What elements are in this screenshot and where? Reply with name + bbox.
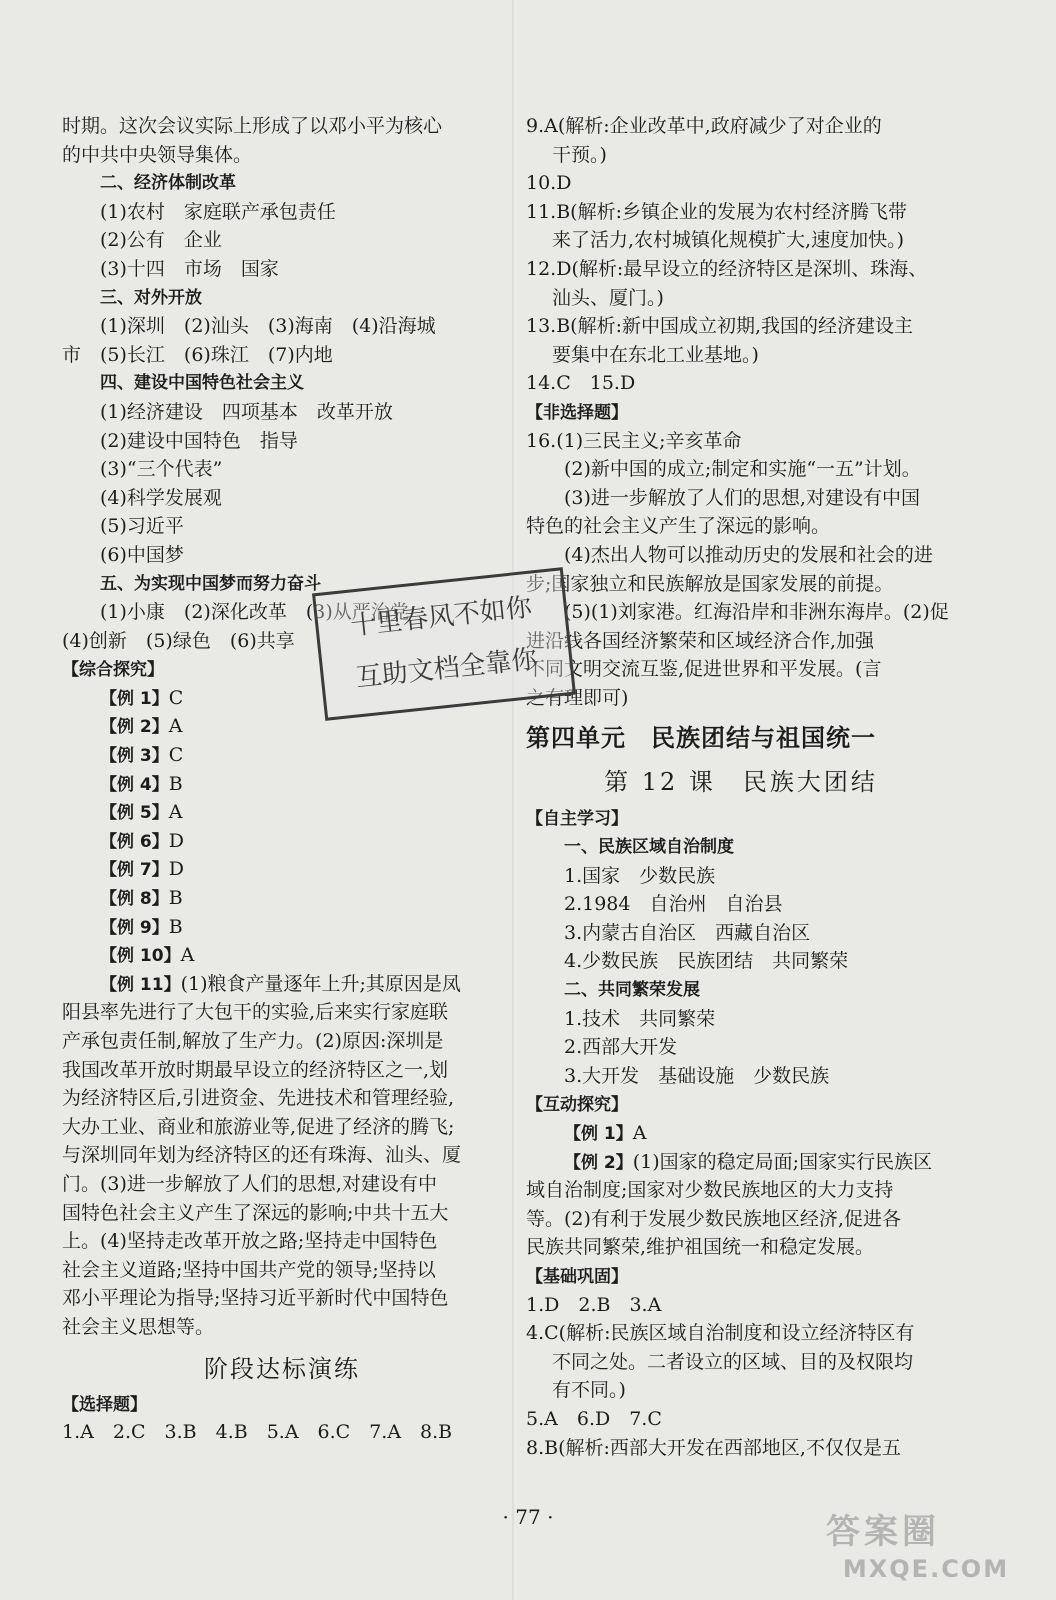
section-heading — [62, 284, 502, 313]
answer-line — [526, 919, 956, 948]
answer-line — [62, 341, 502, 370]
answer-tag: 【例 3】 — [100, 746, 169, 767]
answer-line — [526, 1176, 956, 1205]
answer-line — [62, 541, 502, 570]
line-text: 门。(3)进一步解放了人们的思想,对建设有中 — [62, 1172, 437, 1195]
answer-line — [526, 484, 956, 513]
answer-line — [526, 312, 956, 341]
answer-line — [526, 255, 956, 284]
example-answer — [526, 1119, 956, 1148]
answer-line — [526, 1005, 956, 1034]
answer-tag: 【互动探究】 — [526, 1095, 628, 1116]
answer-line — [62, 1418, 502, 1447]
line-text: 9.A(解析:企业改革中,政府减少了对企业的 — [526, 115, 882, 137]
answer-line — [526, 369, 956, 398]
line-text: 市 (5)长江 (6)珠江 (7)内地 — [62, 343, 333, 366]
line-text: (1)农村 家庭联产承包责任 — [100, 200, 336, 223]
line-text: 五、为实现中国梦而努力奋斗 — [100, 573, 321, 594]
block-label — [526, 398, 956, 427]
line-text: (3)“三个代表” — [100, 458, 223, 481]
line-text: (1)经济建设 四项基本 改革开放 — [100, 400, 393, 423]
example-answer — [62, 970, 502, 999]
line-text: D — [168, 829, 184, 852]
line-text: A — [168, 801, 183, 824]
example-answer — [62, 798, 502, 827]
example-answer — [62, 913, 502, 942]
line-text: 社会主义思想等。 — [62, 1315, 215, 1338]
line-text: (5)习近平 — [100, 515, 184, 538]
answer-tag: 【自主学习】 — [526, 809, 628, 830]
line-text: 与深圳同年划为经济特区的还有珠海、汕头、厦 — [62, 1144, 462, 1167]
answer-line — [526, 341, 956, 370]
lesson-title — [526, 760, 956, 804]
line-text: 11.B(解析:乡镇企业的发展为农村经济腾飞带 — [526, 200, 907, 223]
answer-line — [62, 255, 502, 284]
answer-tag: 【例 1】 — [564, 1124, 633, 1144]
line-text: 3.大开发 基础设施 少数民族 — [564, 1064, 830, 1087]
line-text: C — [168, 686, 184, 709]
line-text: (5)(1)刘家港。红海沿岸和非洲东海岸。(2)促 — [564, 601, 949, 624]
answer-line — [526, 226, 956, 255]
line-text: 我国改革开放时期最早设立的经济特区之一,划 — [62, 1058, 449, 1081]
answer-line — [526, 284, 956, 313]
answer-line — [526, 455, 956, 484]
answer-line — [526, 169, 956, 198]
answer-line — [526, 627, 956, 656]
answer-line — [526, 112, 956, 141]
line-text: 2.1984 自治州 自治县 — [564, 893, 783, 916]
line-text: 2.西部大开发 — [564, 1036, 678, 1059]
answer-tag: 【例 5】 — [100, 803, 169, 824]
answer-line — [526, 598, 956, 627]
example-answer — [526, 1148, 956, 1177]
answer-line — [526, 947, 956, 976]
answer-tag: 【综合探究】 — [62, 660, 164, 681]
answer-line — [62, 1141, 502, 1170]
line-text: B — [168, 915, 183, 938]
answer-line — [62, 998, 502, 1027]
site-watermark — [826, 1510, 1026, 1590]
page-fold-shadow — [512, 0, 514, 1600]
line-text: 进沿线各国经济繁荣和区域经济合作,加强 — [526, 629, 875, 652]
page-number: · 77 · — [502, 1505, 554, 1529]
answer-line — [62, 112, 502, 141]
line-text: (3)十四 市场 国家 — [100, 257, 279, 280]
unit-title — [526, 716, 956, 760]
answer-tag: 【例 6】 — [100, 831, 169, 852]
stamp-line-2: 互助文档全靠你 — [354, 644, 539, 694]
line-text: 5.A 6.D 7.C — [526, 1407, 662, 1430]
answer-line — [526, 427, 956, 456]
section-title — [62, 1348, 502, 1390]
section-heading — [62, 169, 502, 198]
answer-line — [62, 1113, 502, 1142]
line-text: 步;国家独立和民族解放是国家发展的前提。 — [526, 572, 894, 595]
answer-line — [526, 541, 956, 570]
answer-line — [526, 862, 956, 891]
watermark-logo-text: 答案圈 — [826, 1512, 940, 1552]
block-label — [526, 1262, 956, 1291]
line-text: (1)国家的稳定局面;国家实行民族区 — [632, 1150, 933, 1173]
answer-tag: 【例 7】 — [100, 860, 169, 881]
line-text: 时期。这次会议实际上形成了以邓小平为核心 — [62, 115, 443, 137]
line-text: 第四单元 民族团结与祖国统一 — [526, 724, 876, 753]
line-text: 不同之处。二者设立的区域、目的及权限均 — [552, 1350, 914, 1373]
answer-tag: 【例 11】 — [100, 974, 181, 995]
line-text: 4.C(解析:民族区域自治制度和设立经济特区有 — [526, 1322, 915, 1345]
answer-line — [62, 512, 502, 541]
line-text: 有不同。) — [552, 1379, 626, 1402]
line-text: 14.C 15.D — [526, 372, 636, 395]
answer-tag: 【例 9】 — [100, 917, 169, 938]
answer-line — [526, 1319, 956, 1348]
line-text: 不同文明交流互鉴,促进世界和平发展。(言 — [526, 658, 882, 681]
answer-tag: 【例 2】 — [564, 1152, 633, 1173]
answer-line — [62, 484, 502, 513]
line-text: A — [168, 715, 183, 738]
answer-line — [526, 1405, 956, 1434]
line-text: 4.少数民族 民族团结 共同繁荣 — [564, 950, 849, 973]
line-text: 特色的社会主义产生了深远的影响。 — [526, 515, 831, 538]
line-text: 8.B(解析:西部大开发在西部地区,不仅仅是五 — [526, 1436, 901, 1459]
line-text: (1)深圳 (2)汕头 (3)海南 (4)沿海城 — [100, 315, 436, 338]
line-text: 第 12 课 民族大团结 — [604, 768, 878, 797]
answer-line — [526, 1033, 956, 1062]
line-text: B — [168, 887, 183, 910]
line-text: D — [168, 858, 184, 881]
line-text: 产承包责任制,解放了生产力。(2)原因:深圳是 — [62, 1030, 444, 1052]
line-text: (1)小康 (2)深化改革 (3)从严治党 — [100, 601, 409, 624]
line-text: 社会主义道路;坚持中国共产党的领导;坚持以 — [62, 1258, 436, 1281]
block-label — [526, 1090, 956, 1119]
line-text: (2)公有 企业 — [100, 229, 222, 252]
answer-tag: 【例 2】 — [100, 717, 169, 738]
answer-line — [62, 1084, 502, 1113]
answer-line — [526, 1291, 956, 1320]
line-text: 16.(1)三民主义;辛亥革命 — [526, 429, 742, 452]
answer-tag: 【例 1】 — [100, 688, 169, 709]
answer-line — [526, 1434, 956, 1463]
example-answer — [62, 712, 502, 741]
example-answer — [62, 770, 502, 799]
line-text: 国特色社会主义产生了深远的影响;中共十五大 — [62, 1201, 449, 1224]
section-heading — [62, 369, 502, 398]
example-answer — [62, 884, 502, 913]
answer-line — [526, 655, 956, 684]
example-answer — [62, 741, 502, 770]
line-text: B — [168, 772, 183, 795]
section-heading — [526, 976, 956, 1005]
stamp-line-1: 十里春风不如你 — [349, 592, 534, 642]
line-text: 3.内蒙古自治区 西藏自治区 — [564, 921, 811, 944]
answer-line — [62, 427, 502, 456]
line-text: 来了活力,农村城镇化规模扩大,速度加快。) — [552, 229, 904, 252]
line-text: C — [168, 744, 184, 767]
handwritten-stamp — [312, 567, 576, 721]
example-answer — [62, 941, 502, 970]
right-column — [526, 112, 956, 1462]
block-label — [62, 1390, 502, 1419]
line-text: 二、经济体制改革 — [100, 173, 236, 194]
line-text: 大办工业、商业和旅游业等,促进了经济的腾飞; — [62, 1115, 455, 1138]
line-text: 等。(2)有利于发展少数民族地区经济,促进各 — [526, 1207, 901, 1230]
answer-line — [62, 226, 502, 255]
answer-line — [526, 1062, 956, 1091]
answer-line — [526, 570, 956, 599]
line-text: 阶段达标演练 — [204, 1354, 360, 1383]
line-text: 1.A 2.C 3.B 4.B 5.A 6.C 7.A 8.B — [62, 1421, 453, 1444]
line-text: 上。(4)坚持走改革开放之路;坚持走中国特色 — [62, 1230, 438, 1253]
answer-tag: 【例 10】 — [100, 946, 181, 967]
answer-line — [526, 1233, 956, 1262]
answer-line — [62, 312, 502, 341]
answer-line — [526, 141, 956, 170]
answer-line — [62, 1027, 502, 1056]
watermark-url: MXQE.COM — [842, 1555, 1010, 1583]
answer-line — [62, 1199, 502, 1228]
section-heading — [526, 833, 956, 862]
line-text: (3)进一步解放了人们的思想,对建设有中国 — [564, 486, 920, 509]
answer-line — [62, 1313, 502, 1342]
line-text: 汕头、厦门。) — [552, 286, 664, 309]
example-answer — [62, 827, 502, 856]
line-text: (2)建设中国特色 指导 — [100, 429, 298, 452]
line-text: 10.D — [526, 172, 572, 195]
line-text: (1)粮食产量逐年上升;其原因是凤 — [180, 972, 461, 995]
line-text: 三、对外开放 — [100, 287, 202, 308]
example-answer — [62, 855, 502, 884]
line-text: (2)新中国的成立;制定和实施“一五”计划。 — [564, 458, 921, 481]
answer-tag: 【选择题】 — [62, 1394, 147, 1415]
answer-line — [62, 1284, 502, 1313]
line-text: 为经济特区后,引进资金、先进技术和管理经验, — [62, 1087, 455, 1110]
line-text: 邓小平理论为指导;坚持习近平新时代中国特色 — [62, 1287, 449, 1310]
answer-line — [62, 198, 502, 227]
answer-line — [526, 684, 956, 713]
line-text: 的中共中央领导集体。 — [62, 143, 253, 166]
answer-line — [526, 1348, 956, 1377]
line-text: 13.B(解析:新中国成立初期,我国的经济建设主 — [526, 315, 914, 338]
answer-line — [526, 1205, 956, 1234]
line-text: (4)杰出人物可以推动历史的发展和社会的进 — [564, 543, 933, 566]
block-label — [526, 804, 956, 833]
answer-tag: 【例 4】 — [100, 774, 169, 795]
answer-line — [62, 141, 502, 170]
answer-line — [62, 455, 502, 484]
line-text: 1.D 2.B 3.A — [526, 1293, 662, 1316]
line-text: 四、建设中国特色社会主义 — [100, 373, 304, 394]
answer-line — [62, 1056, 502, 1085]
line-text: 干预。) — [552, 143, 607, 166]
answer-line — [526, 512, 956, 541]
answer-line — [526, 198, 956, 227]
answer-tag: 【基础巩固】 — [526, 1266, 628, 1287]
answer-line — [526, 1376, 956, 1405]
answer-line — [62, 1227, 502, 1256]
line-text: (4)创新 (5)绿色 (6)共享 — [62, 629, 295, 652]
answer-line — [62, 1256, 502, 1285]
answer-line — [62, 1170, 502, 1199]
left-column — [62, 112, 502, 1447]
line-text: 1.国家 少数民族 — [564, 864, 716, 887]
answer-line — [62, 398, 502, 427]
line-text: (4)科学发展观 — [100, 486, 222, 509]
line-text: 域自治制度;国家对少数民族地区的大力支持 — [526, 1179, 894, 1202]
line-text: A — [180, 944, 195, 967]
line-text: 1.技术 共同繁荣 — [564, 1007, 716, 1030]
line-text: 民族共同繁荣,维护祖国统一和稳定发展。 — [526, 1236, 875, 1259]
line-text: (6)中国梦 — [100, 543, 184, 566]
line-text: A — [632, 1122, 647, 1144]
line-text: 阳县率先进行了大包干的实验,后来实行家庭联 — [62, 1001, 449, 1024]
answer-tag: 【例 8】 — [100, 889, 169, 910]
line-text: 12.D(解析:最早设立的经济特区是深圳、珠海、 — [526, 257, 928, 280]
line-text: 要集中在东北工业基地。) — [552, 343, 759, 366]
line-text: 二、共同繁荣发展 — [564, 980, 700, 1001]
answer-tag: 【非选择题】 — [526, 402, 628, 423]
line-text: 之有理即可) — [526, 686, 629, 709]
answer-line — [526, 890, 956, 919]
line-text: 一、民族区域自治制度 — [564, 837, 734, 858]
